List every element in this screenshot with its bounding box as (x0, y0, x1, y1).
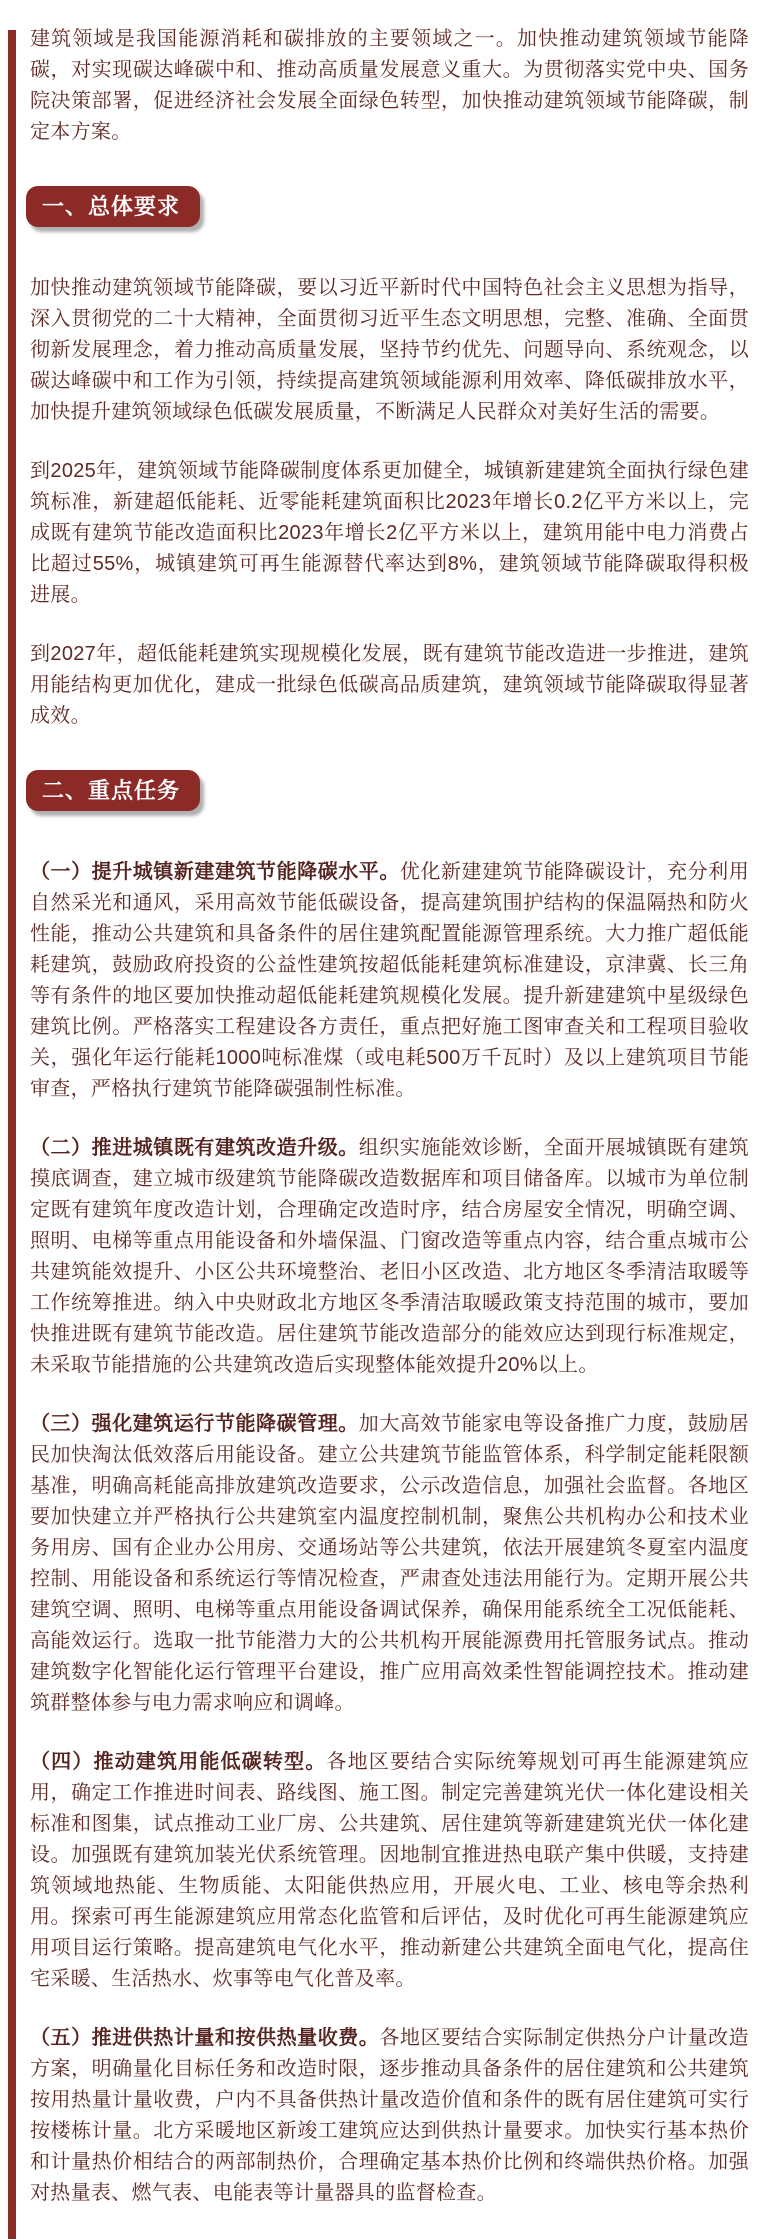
key-task-4-heading: （四）推动建筑用能低碳转型。 (30, 1751, 327, 1773)
section-badge-general-requirements: 一、总体要求 (26, 186, 200, 227)
key-task-1-body: 优化新建建筑节能降碳设计，充分利用自然采光和通风，采用高效节能低碳设备，提高建筑围护结构的保温隔热和防火性能，推动公共建筑和具备条件的居住建筑配置能源管理系统。大力推广超低能耗建筑，鼓励政府投资的公益性建筑按超低能耗建筑标准建设，京津冀、长三角等有条件的地区要加快推动超低能耗建筑规模化发展。提升新建建筑中星级绿色建筑比例。严格落实工程建设各方责任，重点把好施工图审查关和工程项目验收关，强化年运行能耗1000吨标准煤（或电耗500万千瓦时）及以上建筑项目节能审查，严格执行建筑节能降碳强制性标准。 (30, 861, 749, 1100)
key-task-item-2 (30, 1133, 749, 1381)
key-task-3-body: 加大高效节能家电等设备推广力度，鼓励居民加快淘汰低效落后用能设备。建立公共建筑节能监管体系，科学制定能耗限额基准，明确高耗能高排放建筑改造要求，公示改造信息，加强社会监督。各地区要加快建立并严格执行公共建筑室内温度控制机制，聚焦公共机构办公和技术业务用房、国有企业办公用房、交通场站等公共建筑，依法开展建筑冬夏室内温度控制、用能设备和系统运行等情况检查，严肃查处违法用能行为。定期开展公共建筑空调、照明、电梯等重点用能设备调试保养，确保用能系统全工况低能耗、高能效运行。选取一批节能潜力大的公共机构开展能源费用托管服务试点。推动建筑数字化智能化运行管理平台建设，推广应用高效柔性智能调控技术。推动建筑群整体参与电力需求响应和调峰。 (30, 1413, 749, 1714)
key-task-2-body: 组织实施能效诊断，全面开展城镇既有建筑摸底调查，建立城市级建筑节能降碳改造数据库和项目储备库。以城市为单位制定既有建筑年度改造计划，合理确定改造时序，结合房屋安全情况，明确空调、照明、电梯等重点用能设备和外墙保温、门窗改造等重点内容，结合重点城市公共建筑能效提升、小区公共环境整治、老旧小区改造、北方地区冬季清洁取暖等工作统筹推进。纳入中央财政北方地区冬季清洁取暖政策支持范围的城市，要加快推进既有建筑节能改造。居住建筑节能改造部分的能效应达到现行标准规定，未采取节能措施的公共建筑改造后实现整体能效提升20%以上。 (30, 1137, 749, 1376)
key-task-3-heading: （三）强化建筑运行节能降碳管理。 (30, 1413, 359, 1435)
key-task-item-3 (30, 1409, 749, 1719)
section-1-paragraph-2025-goals: 到2025年，建筑领域节能降碳制度体系更加健全，城镇新建建筑全面执行绿色建筑标准，新建超低能耗、近零能耗建筑面积比2023年增长0.2亿平方米以上，完成既有建筑节能改造面积比2023年增长2亿平方米以上，建筑用能中电力消费占比超过55%，城镇建筑可再生能源替代率达到8%，建筑领域节能降碳取得积极进展。 (30, 460, 749, 606)
intro-paragraph: 建筑领域是我国能源消耗和碳排放的主要领域之一。加快推动建筑领域节能降碳，对实现碳达峰碳中和、推动高质量发展意义重大。为贯彻落实党中央、国务院决策部署，促进经济社会发展全面绿色转型，加快推动建筑领域节能降碳，制定本方案。 (30, 28, 749, 143)
key-task-5-heading: （五）推进供热计量和按供热量收费。 (30, 2027, 380, 2049)
section-2-header (30, 760, 749, 857)
section-1-paragraph-2027-goals: 到2027年，超低能耗建筑实现规模化发展，既有建筑节能改造进一步推进，建筑用能结构更加优化，建成一批绿色低碳高品质建筑，建筑领域节能降碳取得显著成效。 (30, 643, 749, 727)
key-task-4-body: 各地区要结合实际统筹规划可再生能源建筑应用，确定工作推进时间表、路线图、施工图。制定完善建筑光伏一体化建设相关标准和图集，试点推动工业厂房、公共建筑、居住建筑等新建建筑光伏一体化建设。加强既有建筑加装光伏系统管理。因地制宜推进热电联产集中供暖，支持建筑领域地热能、生物质能、太阳能供热应用，开展火电、工业、核电等余热利用。探索可再生能源建筑应用常态化监管和后评估，及时优化可再生能源建筑应用项目运行策略。提高建筑电气化水平，推动新建公共建筑全面电气化，提高住宅采暖、生活热水、炊事等电气化普及率。 (30, 1751, 750, 1990)
section-badge-key-tasks: 二、重点任务 (26, 770, 200, 811)
section-1-header (30, 176, 749, 273)
section-1-paragraph-guiding-ideology: 加快推动建筑领域节能降碳，要以习近平新时代中国特色社会主义思想为指导，深入贯彻党的二十大精神，全面贯彻习近平生态文明思想，完整、准确、全面贯彻新发展理念，着力推动高质量发展，坚持节约优先、问题导向、系统观念，以碳达峰碳中和工作为引领，持续提高建筑领域能源利用效率、降低碳排放水平，加快提升建筑领域绿色低碳发展质量，不断满足人民群众对美好生活的需要。 (30, 277, 749, 423)
key-task-item-4 (30, 1747, 749, 1995)
key-task-2-heading: （二）推进城镇既有建筑改造升级。 (30, 1137, 359, 1159)
key-task-item-1 (30, 857, 749, 1105)
key-task-item-5 (30, 2023, 749, 2209)
key-task-5-body: 各地区要结合实际制定供热分户计量改造方案，明确量化目标任务和改造时限，逐步推动具备条件的居住建筑和公共建筑按用热量计量收费，户内不具备供热计量改造价值和条件的既有居住建筑可实行按楼栋计量。北方采暖地区新竣工建筑应达到供热计量要求。加快实行基本热价和计量热价相结合的两部制热价，合理确定基本热价比例和终端供热价格。加强对热量表、燃气表、电能表等计量器具的监督检查。 (30, 2027, 749, 2204)
key-task-1-heading: （一）提升城镇新建建筑节能降碳水平。 (30, 861, 400, 883)
left-accent-bar (8, 30, 16, 2239)
